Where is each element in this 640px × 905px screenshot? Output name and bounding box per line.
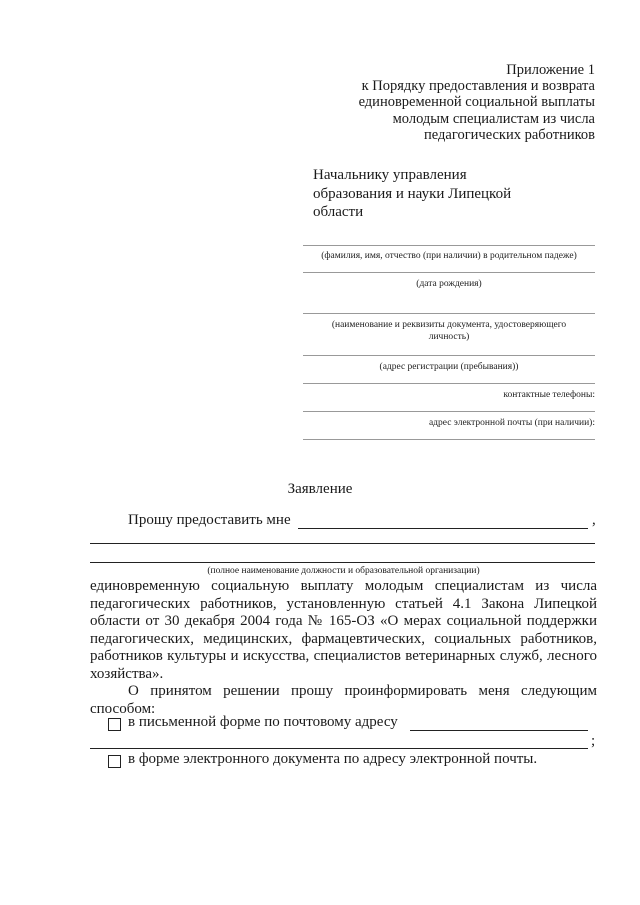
appendix-line-3: единовременной социальной выплаты xyxy=(358,94,595,111)
inform-paragraph: О принятом решении прошу проинформировать меня следующим способом: xyxy=(90,683,597,717)
phones-line[interactable] xyxy=(303,383,595,384)
addressee xyxy=(313,166,511,222)
document-title: Заявление xyxy=(287,481,353,497)
appendix-line-2: к Порядку предоставления и возврата xyxy=(361,78,595,95)
address-caption: (адрес регистрации (пребывания)) xyxy=(379,362,519,372)
mail-address-line-2[interactable] xyxy=(90,748,588,749)
address-line[interactable] xyxy=(303,355,595,356)
mail-address-line[interactable] xyxy=(410,730,588,731)
main-paragraph: единовременную социальную выплату молодым специалистам из числа педагогических работников, установленную статьей 4.1 Закона Липецкой области от 30 декабря 2004 года № 165-ОЗ «О мерах социальной поддержки педагогических, медицинских, фармацевтических, социальных работников, работников культуры и искусства, специалистов ветеринарных служб, лесного хозяйства». xyxy=(90,578,597,682)
id-document-caption: (наименование и реквизиты документа, удостоверяющего личность) xyxy=(331,320,567,342)
mail-option-label: в письменной форме по почтовому адресу xyxy=(128,714,398,730)
email-line[interactable] xyxy=(303,411,595,412)
email-option-label: в форме электронного документа по адресу электронной почты. xyxy=(128,751,538,767)
email-caption: адрес электронной почты (при наличии): xyxy=(428,418,595,428)
birthdate-caption: (дата рождения) xyxy=(416,279,482,289)
addressee-line-3: области xyxy=(313,204,364,220)
addressee-line-1: Начальнику управления xyxy=(313,167,467,183)
mail-checkbox[interactable] xyxy=(108,718,121,731)
position-line-2[interactable] xyxy=(90,562,595,563)
request-comma: , xyxy=(592,512,596,528)
id-document-line[interactable] xyxy=(303,313,595,314)
addressee-line-2: образования и науки Липецкой xyxy=(313,185,512,202)
birthdate-line[interactable] xyxy=(303,272,595,273)
fio-caption: (фамилия, имя, отчество (при наличии) в родительном падеже) xyxy=(321,251,577,261)
mail-semicolon: ; xyxy=(591,733,596,749)
request-recipient-line[interactable] xyxy=(298,528,588,529)
appendix-line-4: молодым специалистам из числа xyxy=(392,110,595,127)
appendix-line-1: Приложение 1 xyxy=(506,62,595,78)
position-line-1[interactable] xyxy=(90,543,595,544)
request-intro: Прошу предоставить мне xyxy=(128,512,291,528)
appendix-line-5: педагогических работников xyxy=(424,126,595,143)
phones-caption: контактные телефоны: xyxy=(503,390,595,400)
email-checkbox[interactable] xyxy=(108,755,121,768)
position-caption: (полное наименование должности и образовательной организации) xyxy=(207,566,480,576)
fio-line[interactable] xyxy=(303,245,595,246)
email-value-line[interactable] xyxy=(303,439,595,440)
appendix-header xyxy=(295,62,595,143)
